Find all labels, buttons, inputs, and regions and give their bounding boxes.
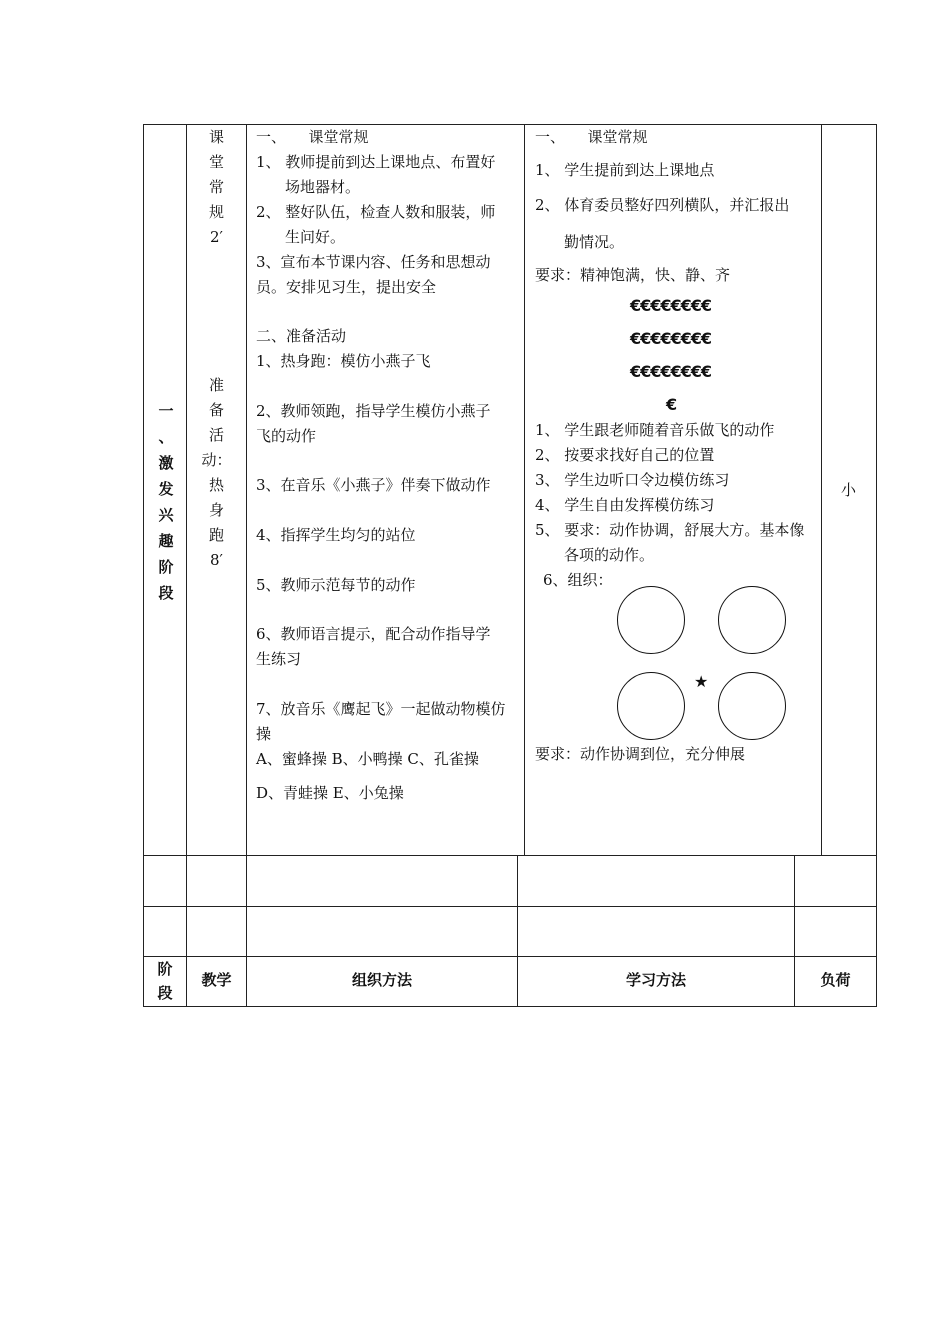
formation-row: €€€€€€€€ [630, 329, 712, 348]
table-col-divider [246, 124, 247, 1007]
time-char: 热 [208, 476, 224, 494]
time-char: 身 [208, 501, 224, 519]
stage-label [145, 398, 187, 606]
stage-char: 一 [158, 402, 174, 420]
teacher-item: 2、 整好队伍，检查人数和服装，师 [256, 203, 496, 221]
time-char: 堂 [208, 153, 224, 171]
header-load: 负荷 [820, 971, 851, 989]
student-requirement: 要求：动作协调到位，充分伸展 [535, 745, 746, 763]
time-char: 8′ [210, 551, 223, 569]
student-item: 1、 学生跟老师随着音乐做飞的动作 [535, 421, 775, 439]
time-char: 备 [208, 401, 224, 419]
header-study-method: 学习方法 [625, 971, 686, 989]
stage-char: 兴 [158, 506, 174, 524]
table-row-divider [143, 906, 877, 907]
table-border-left [143, 124, 144, 1007]
teacher-item: 生问好。 [285, 228, 346, 246]
student-item: 各项的动作。 [564, 546, 655, 564]
student-item: 4、 学生自由发挥模仿练习 [535, 496, 715, 514]
time-char: 常 [208, 178, 224, 196]
formation-circle [718, 586, 786, 654]
teacher-star-icon: ★ [694, 672, 709, 691]
teacher-item: 场地器材。 [285, 178, 361, 196]
stage-char: 激 [158, 454, 174, 472]
teacher-item: 1、 教师提前到达上课地点、布置好 [256, 153, 496, 171]
student-item: 勤情况。 [564, 233, 625, 251]
formation-circle [718, 672, 786, 740]
teacher-item: 7、放音乐《鹰起飞》一起做动物模仿 [256, 700, 506, 718]
time-char: 动： [201, 451, 232, 469]
teacher-item: 3、宣布本节课内容、任务和思想动 [256, 253, 491, 271]
teacher-item: 飞的动作 [256, 427, 317, 445]
student-item: 1、 学生提前到达上课地点 [535, 161, 715, 179]
stage-char: 段 [158, 584, 174, 602]
student-item: 6、组织： [543, 571, 613, 589]
teacher-routine-title: 一、 课堂常规 [256, 128, 369, 146]
teacher-item: 6、教师语言提示，配合动作指导学 [256, 625, 491, 643]
teacher-item: 操 [256, 725, 272, 743]
student-routine-title: 一、 课堂常规 [535, 128, 648, 146]
time-char: 活 [208, 426, 224, 444]
stage-char: 趣 [158, 532, 174, 550]
table-row-divider [143, 855, 877, 856]
teacher-item: 生练习 [256, 650, 302, 668]
student-requirement: 要求：精神饱满，快、静、齐 [535, 266, 731, 284]
teacher-item: 4、指挥学生均匀的站位 [256, 526, 416, 544]
student-item: 3、 学生边听口令边模仿练习 [535, 471, 730, 489]
table-border-right [876, 124, 877, 1007]
teacher-item: D、青蛙操 E、小兔操 [256, 784, 404, 802]
teacher-item: 1、热身跑：模仿小燕子飞 [256, 352, 431, 370]
header-org-method: 组织方法 [351, 971, 412, 989]
time-char: 跑 [208, 526, 224, 544]
time-char: 2′ [210, 228, 223, 246]
routine-time-label [187, 125, 246, 250]
header-stage [144, 957, 186, 1005]
formation-row: €€€€€€€€ [630, 296, 712, 315]
time-char: 课 [208, 128, 224, 146]
header-stage-char: 段 [157, 984, 173, 1002]
formation-row: € [666, 395, 677, 414]
header-stage-char: 阶 [157, 960, 173, 978]
table-border-bottom [143, 1006, 877, 1007]
table-border-top [143, 124, 877, 125]
table-col-divider [821, 124, 822, 856]
time-char: 规 [208, 203, 224, 221]
teacher-item: 员。安排见习生，提出安全 [256, 278, 437, 296]
table-row-divider [143, 956, 877, 957]
teacher-item: 2、教师领跑，指导学生模仿小燕子 [256, 402, 491, 420]
teacher-item: 3、在音乐《小燕子》伴奏下做动作 [256, 476, 491, 494]
student-item: 2、 体育委员整好四列横队，并汇报出 [535, 196, 790, 214]
formation-row: €€€€€€€€ [630, 362, 712, 381]
header-teach: 教学 [201, 971, 232, 989]
student-item: 2、 按要求找好自己的位置 [535, 446, 715, 464]
warmup-time-label [187, 373, 246, 573]
stage-char: 阶 [158, 558, 174, 576]
time-char: 准 [208, 376, 224, 394]
teacher-item: A、蜜蜂操 B、小鸭操 C、孔雀操 [256, 750, 479, 768]
formation-circle [617, 586, 685, 654]
student-item: 5、 要求：动作协调，舒展大方。基本像 [535, 521, 805, 539]
load-value: 小 [841, 481, 857, 499]
formation-circle [617, 672, 685, 740]
stage-char: 发 [158, 480, 174, 498]
table-col-divider [524, 124, 525, 856]
stage-char: 、 [158, 428, 174, 446]
teacher-item: 5、教师示范每节的动作 [256, 576, 416, 594]
teacher-warmup-title: 二、准备活动 [256, 327, 347, 345]
